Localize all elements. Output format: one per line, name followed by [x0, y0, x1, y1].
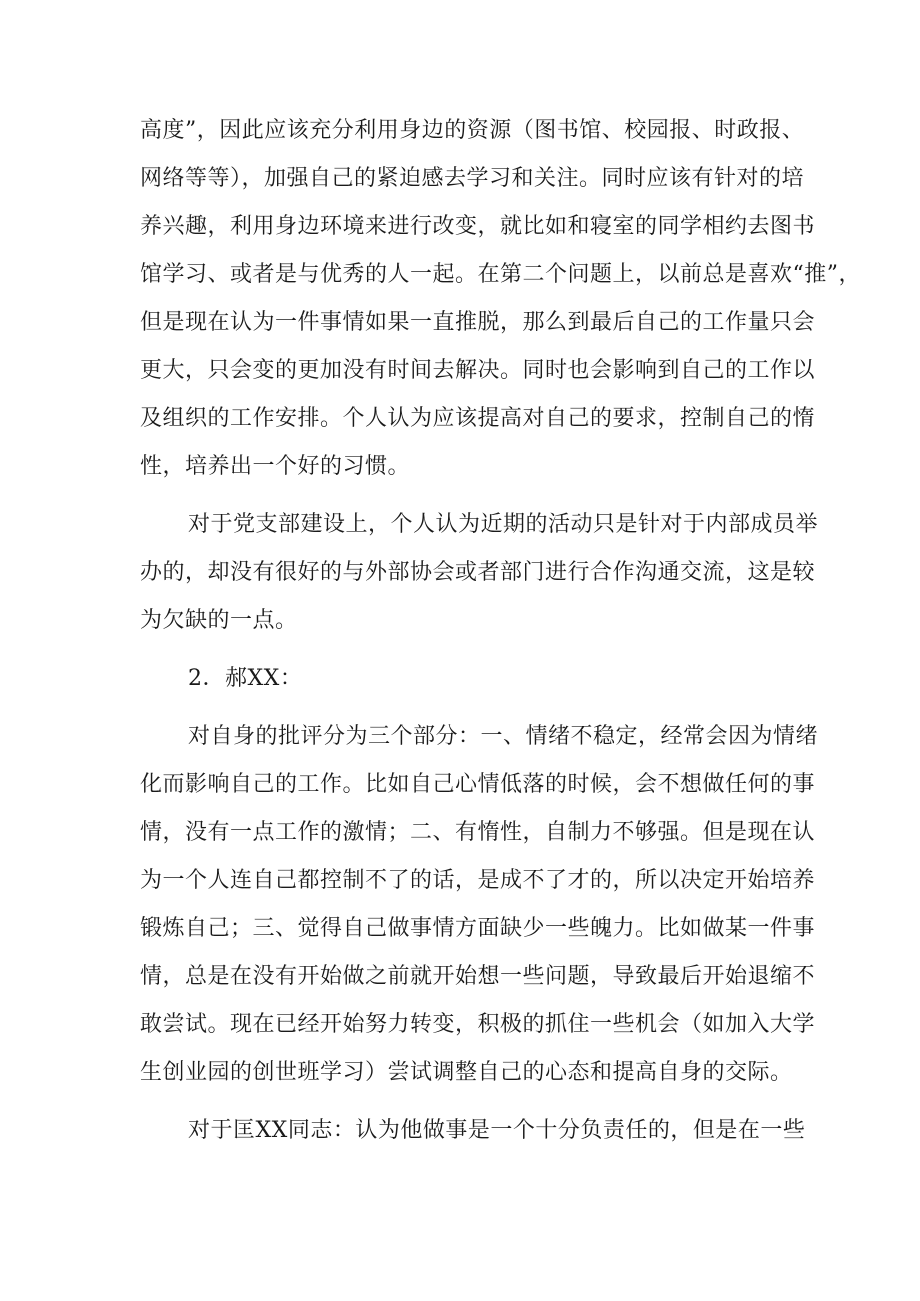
paragraph-1-line-2: 网络等等），加强自己的紧迫感去学习和关注。同时应该有针对的培 — [140, 166, 805, 191]
paragraph-1-line-6: 更大，只会变的更加没有时间去解决。同时也会影响到自己的工作以 — [140, 358, 816, 383]
paragraph-4-line-4: 为一个人连自己都控制不了的话，是成不了才的，所以决定开始培养 — [140, 868, 816, 893]
paragraph-4-line-7: 敢尝试。现在已经开始努力转变，积极的抓住一些机会（如加入大学 — [140, 1012, 816, 1037]
paragraph-2-line-3: 为欠缺的一点。 — [140, 608, 298, 633]
paragraph-2-line-2: 办的，却没有很好的与外部协会或者部门进行合作沟通交流，这是较 — [140, 560, 816, 585]
paragraph-2-line-1: 对于党支部建设上，个人认为近期的活动只是针对于内部成员举 — [188, 512, 819, 537]
paragraph-5-line-1: 对于匡XX同志：认为他做事是一个十分负责任的，但是在一些 — [188, 1118, 806, 1143]
paragraph-1-line-4: 馆学习、或者是与优秀的人一起。在第二个问题上，以前总是喜欢“推”， — [140, 262, 861, 287]
section-heading: 2．郝XX： — [188, 666, 303, 691]
paragraph-4-line-5: 锻炼自己；三、觉得自己做事情方面缺少一些魄力。比如做某一件事 — [140, 916, 816, 941]
paragraph-1-line-7: 及组织的工作安排。个人认为应该提高对自己的要求，控制自己的惰 — [140, 406, 816, 431]
paragraph-4-line-8: 生创业园的创世班学习）尝试调整自己的心态和提高自身的交际。 — [140, 1060, 793, 1085]
paragraph-4-line-2: 化而影响自己的工作。比如自己心情低落的时候，会不想做任何的事 — [140, 772, 816, 797]
paragraph-4-line-3: 情，没有一点工作的激情；二、有惰性，自制力不够强。但是现在认 — [140, 820, 816, 845]
paragraph-4-line-1: 对自身的批评分为三个部分：一、情绪不稳定，经常会因为情绪 — [188, 724, 819, 749]
paragraph-4-line-6: 情，总是在没有开始做之前就开始想一些问题，导致最后开始退缩不 — [140, 964, 816, 989]
paragraph-1-line-8: 性，培养出一个好的习惯。 — [140, 454, 411, 479]
paragraph-1-line-5: 但是现在认为一件事情如果一直推脱，那么到最后自己的工作量只会 — [140, 310, 816, 335]
paragraph-1-line-3: 养兴趣，利用身边环境来进行改变，就比如和寝室的同学相约去图书 — [140, 214, 816, 239]
paragraph-1-line-1: 高度”，因此应该充分利用身边的资源（图书馆、校园报、时政报、 — [140, 118, 805, 143]
